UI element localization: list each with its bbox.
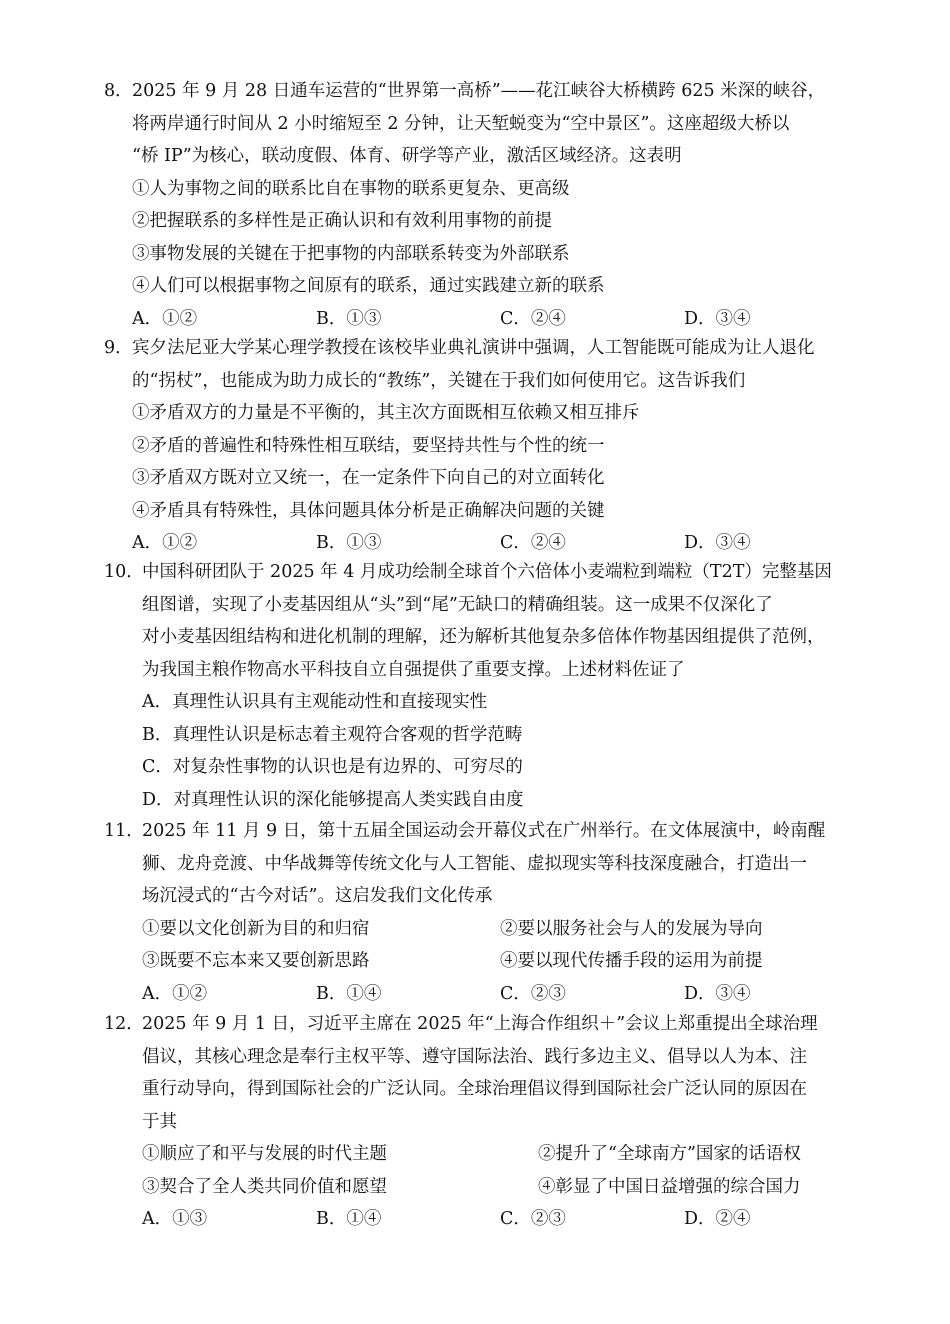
question-stem-line	[104, 815, 864, 848]
statement-row	[104, 913, 864, 946]
question-stem-line	[104, 556, 864, 589]
answer-options	[104, 303, 864, 336]
question-stem-text: 倡议，其核心理念是奉行主权平等、遵守国际法治、践行多边主义、倡导以人为本、注	[142, 1046, 807, 1067]
statement: ②要以服务社会与人的发展为导向	[500, 918, 763, 939]
question-stem-text: 将两岸通行时间从 2 小时缩短至 2 分钟，让天堑蜕变为“空中景区”。这座超级大桥以	[132, 113, 790, 134]
statement: ①要以文化创新为目的和归宿	[142, 918, 370, 939]
statement: ④要以现代传播手段的运用为前提	[500, 951, 763, 971]
statement: ③矛盾双方既对立又统一，在一定条件下向自己的对立面转化	[132, 468, 605, 488]
question-stem-text: 狮、龙舟竞渡、中华战舞等传统文化与人工智能、虚拟现实等科技深度融合，打造出一	[142, 853, 807, 874]
option-b: B．①④	[316, 1209, 382, 1229]
statement: ②把握联系的多样性是正确认识和有效利用事物的前提	[132, 211, 552, 231]
question-stem-line	[104, 1106, 864, 1139]
option-a: A．真理性认识具有主观能动性和直接现实性	[142, 692, 488, 712]
question-10	[104, 556, 864, 816]
option-d: D．③④	[684, 533, 751, 553]
answer-options	[104, 527, 864, 560]
question-stem-line	[104, 848, 864, 881]
question-number: 12．	[104, 1014, 144, 1034]
statement: ④彰显了中国日益增强的综合国力	[538, 1176, 801, 1197]
statement: ②提升了“全球南方”国家的话语权	[538, 1144, 801, 1164]
question-stem-text: 2025 年 11 月 9 日，第十五届全国运动会开幕仪式在广州举行。在文体展演中，岭南醒	[142, 821, 826, 841]
statement-row	[104, 945, 864, 978]
question-stem-line	[104, 1041, 864, 1074]
question-stem-text: 对小麦基因组结构和进化机制的理解，还为解析其他复杂多倍体作物基因组提供了范例，	[142, 627, 825, 647]
statement: ①顺应了和平与发展的时代主题	[142, 1144, 387, 1164]
question-stem-line	[104, 1008, 864, 1041]
question-stem-line	[104, 140, 864, 173]
question-stem-text: 2025 年 9 月 1 日，习近平主席在 2025 年“上海合作组织＋”会议上郑重提出全球治理	[142, 1014, 818, 1034]
question-stem-line	[104, 75, 864, 108]
question-number: 8．	[104, 81, 133, 101]
question-9	[104, 332, 864, 560]
question-11	[104, 815, 864, 1010]
option-d: D．②④	[684, 1209, 751, 1229]
statement-row	[104, 1171, 864, 1204]
option-c: C．②④	[500, 308, 566, 329]
question-stem-line	[104, 654, 864, 687]
statement: ③契合了全人类共同价值和愿望	[142, 1176, 387, 1197]
answer-options	[104, 978, 864, 1011]
option-c: C．②④	[500, 533, 566, 553]
option-c: C．对复杂性事物的认识也是有边界的、可穷尽的	[142, 757, 523, 777]
question-stem-text: 的“拐杖”，也能成为助力成长的“教练”，关键在于我们如何使用它。这告诉我们	[132, 370, 746, 391]
option-c: C．②③	[500, 983, 566, 1004]
option-b: B．①③	[316, 308, 382, 329]
question-number: 10．	[104, 562, 144, 582]
option-d: D．③④	[684, 983, 751, 1004]
option-b: B．真理性认识是标志着主观符合客观的哲学范畴	[142, 724, 523, 745]
statement: ④矛盾具有特殊性，具体问题具体分析是正确解决问题的关键	[132, 500, 605, 521]
question-number: 11．	[104, 821, 144, 841]
question-stem-text: 中国科研团队于 2025 年 4 月成功绘制全球首个六倍体小麦端粒到端粒（T2T）完整基因	[142, 562, 832, 582]
question-number: 9．	[104, 338, 133, 358]
option-a: A．①③	[142, 1209, 208, 1229]
option-c: C．②③	[500, 1209, 566, 1229]
question-8	[104, 75, 864, 335]
option-a: A．①②	[132, 533, 198, 553]
statement: ④人们可以根据事物之间原有的联系，通过实践建立新的联系	[132, 276, 605, 296]
question-stem-text: 2025 年 9 月 28 日通车运营的“世界第一高桥”——花江峡谷大桥横跨 625 米深的峡谷，	[132, 81, 826, 101]
question-stem-text: 于其	[142, 1111, 177, 1132]
question-stem-line	[104, 1073, 864, 1106]
question-stem-text: 为我国主粮作物高水平科技自立自强提供了重要支撑。上述材料佐证了	[142, 659, 685, 680]
option-a: A．①②	[132, 308, 198, 329]
question-12	[104, 1008, 864, 1236]
option-a: A．①②	[142, 983, 208, 1004]
question-stem-line	[104, 621, 864, 654]
question-stem-line	[104, 332, 864, 365]
statement: ③既要不忘本来又要创新思路	[142, 951, 370, 971]
question-stem-line	[104, 589, 864, 622]
question-stem-text: 组图谱，实现了小麦基因组从“头”到“尾”无缺口的精确组装。这一成果不仅深化了	[142, 594, 773, 615]
question-stem-line	[104, 880, 864, 913]
statement: ②矛盾的普遍性和特殊性相互联结，要坚持共性与个性的统一	[132, 435, 605, 456]
option-b: B．①③	[316, 533, 382, 553]
question-stem-text: 重行动导向，得到国际社会的广泛认同。全球治理倡议得到国际社会广泛认同的原因在	[142, 1079, 807, 1099]
question-stem-text: 宾夕法尼亚大学某心理学教授在该校毕业典礼演讲中强调，人工智能既可能成为让人退化	[132, 338, 815, 358]
option-d: D．对真理性认识的深化能够提高人类实践自由度	[142, 789, 524, 810]
question-stem-text: 场沉浸式的“古今对话”。这启发我们文化传承	[142, 886, 493, 906]
question-stem-line	[104, 365, 864, 398]
statement-row	[104, 1138, 864, 1171]
statement: ③事物发展的关键在于把事物的内部联系转变为外部联系	[132, 243, 570, 264]
statement: ①矛盾双方的力量是不平衡的，其主次方面既相互依赖又相互排斥	[132, 403, 640, 423]
option-b: B．①④	[316, 983, 382, 1004]
question-stem-line	[104, 108, 864, 141]
answer-options	[104, 1203, 864, 1236]
option-d: D．③④	[684, 308, 751, 329]
statement: ①人为事物之间的联系比自在事物的联系更复杂、更高级	[132, 178, 570, 199]
question-stem-text: “桥 IP”为核心，联动度假、体育、研学等产业，激活区域经济。这表明	[132, 146, 682, 166]
